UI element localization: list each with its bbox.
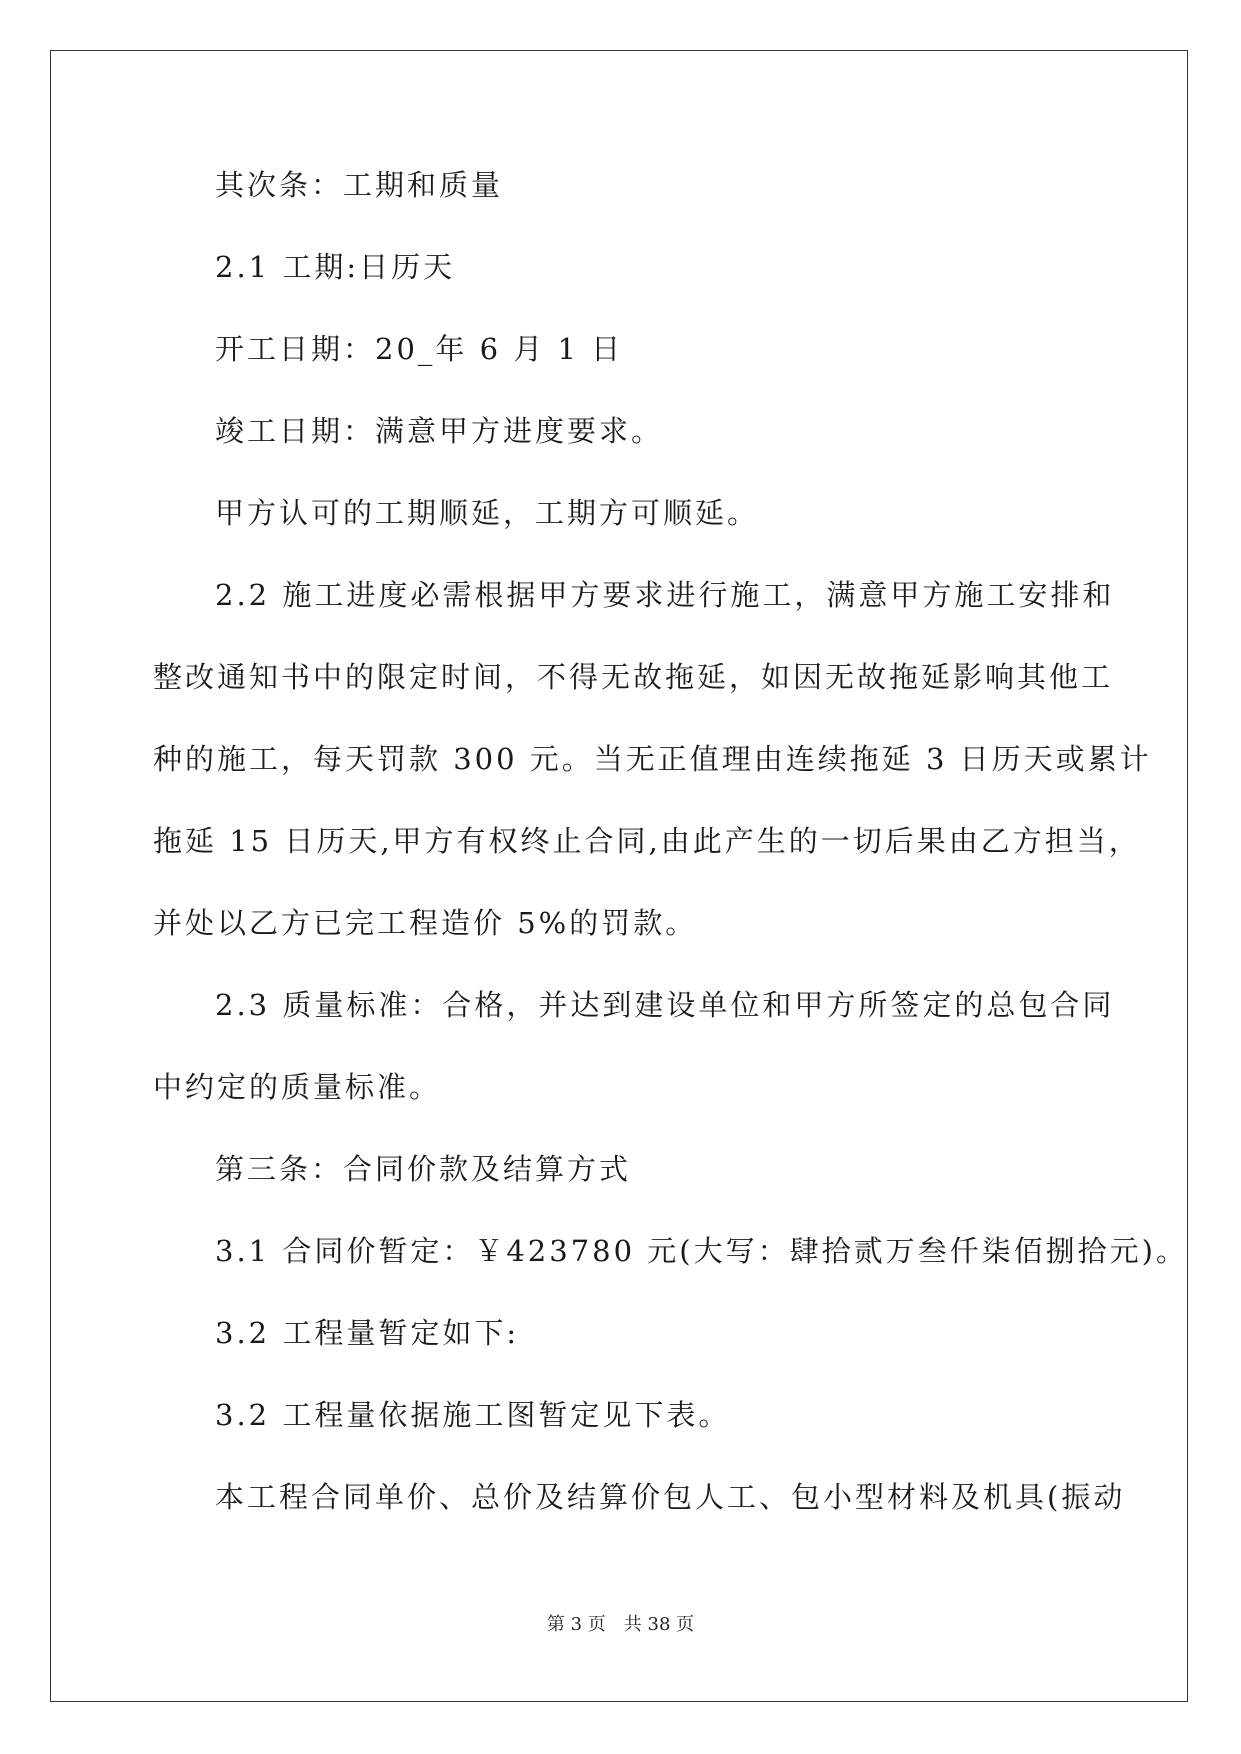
paragraph-line: 其次条：工期和质量 — [215, 168, 504, 202]
paragraph-line: 本工程合同单价、总价及结算价包人工、包小型材料及机具(振动 — [215, 1480, 1126, 1514]
paragraph-line: 2.3 质量标准：合格，并达到建设单位和甲方所签定的总包合同 — [215, 988, 1115, 1022]
page-number-footer: 第 3 页 共 38 页 — [546, 1614, 695, 1635]
paragraph-line: 中约定的质量标准。 — [153, 1070, 442, 1104]
document-body — [153, 160, 1188, 1554]
paragraph-line: 3.2 工程量暂定如下: — [215, 1316, 520, 1350]
paragraph-line: 种的施工，每天罚款 300 元。当无正值理由连续拖延 3 日历天或累计 — [153, 742, 1152, 776]
paragraph-line: 开工日期：20_年 6 月 1 日 — [215, 332, 624, 366]
paragraph-line: 拖延 15 日历天,甲方有权终止合同,由此产生的一切后果由乙方担当， — [153, 824, 1141, 858]
paragraph-line: 2.2 施工进度必需根据甲方要求进行施工，满意甲方施工安排和 — [215, 578, 1115, 612]
paragraph-line: 并处以乙方已完工程造价 5%的罚款。 — [153, 906, 698, 940]
paragraph-line: 甲方认可的工期顺延，工期方可顺延。 — [215, 496, 760, 530]
paragraph-line: 竣工日期：满意甲方进度要求。 — [215, 414, 664, 448]
paragraph-line: 整改通知书中的限定时间，不得无故拖延，如因无故拖延影响其他工 — [153, 660, 1114, 694]
paragraph-line: 第三条：合同价款及结算方式 — [215, 1152, 632, 1186]
paragraph-line: 3.1 合同价暂定：￥423780 元(大写：肆拾贰万叁仟柒佰捌拾元)。 — [215, 1234, 1188, 1268]
paragraph-line: 2.1 工期:日历天 — [215, 250, 456, 284]
paragraph-line: 3.2 工程量依据施工图暂定见下表。 — [215, 1398, 731, 1432]
